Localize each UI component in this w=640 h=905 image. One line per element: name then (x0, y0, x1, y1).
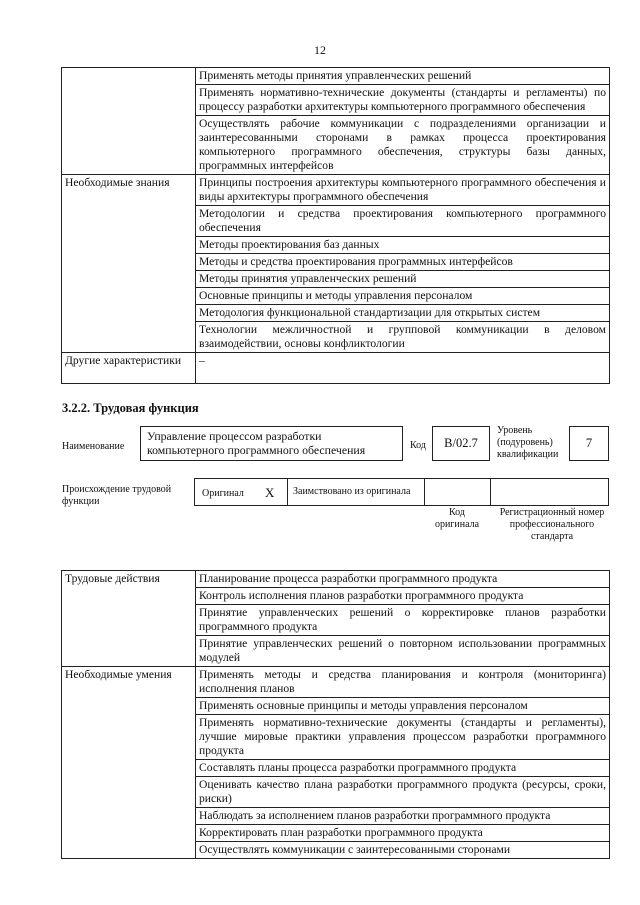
knowledge-item: Технологии межличностной и групповой коммуникации в деловом взаимодействии, основы конфликтологии (196, 322, 610, 353)
other-label: Другие характеристики (62, 353, 196, 384)
function-code-box (432, 426, 490, 461)
skill-item: Применять нормативно-технические документы (стандарты и регламенты), лучшие мировые практики управления процессом разработки программного продукта (196, 715, 610, 760)
original-box (194, 478, 288, 506)
skill-item: Корректировать план разработки программного продукта (196, 825, 610, 842)
table-function-details (61, 570, 610, 859)
skill-item: Применять методы принятия управленческих решений (196, 68, 610, 85)
skill-item: Оценивать качество плана разработки программного продукта (ресурсы, сроки, риски) (196, 777, 610, 808)
function-name: Управление процессом разработки компьютерного программного обеспечения (147, 429, 366, 457)
continued-label-cell (62, 68, 196, 175)
skill-item: Применять методы и средства планирования и контроля (мониторинга) исполнения планов (196, 667, 610, 698)
skill-item: Наблюдать за исполнением планов разработки программного продукта (196, 808, 610, 825)
level-value: 7 (585, 436, 593, 450)
skills-label: Необходимые умения (62, 667, 196, 859)
section-title: 3.2.2. Трудовая функция (62, 401, 199, 415)
code-label: Код (410, 440, 426, 451)
action-item: Контроль исполнения планов разработки программного продукта (196, 588, 610, 605)
knowledge-item: Методология функциональной стандартизации для открытых систем (196, 305, 610, 322)
borrowed-box (287, 478, 425, 506)
function-code: B/02.7 (444, 436, 478, 450)
knowledge-item: Принципы построения архитектуры компьютерного программного обеспечения и виды архитектуры программного обеспечения (196, 175, 610, 206)
knowledge-item: Методы принятия управленческих решений (196, 271, 610, 288)
action-item: Принятие управленческих решений о повторном использовании программных модулей (196, 636, 610, 667)
registration-caption: Регистрационный номер профессионального стандарта (499, 507, 605, 542)
name-label: Наименование (62, 441, 125, 452)
origin-code-box (424, 478, 491, 506)
table-row (62, 353, 610, 384)
page-number: 12 (314, 43, 326, 57)
knowledge-item: Методологии и средства проектирования компьютерного программного обеспечения (196, 206, 610, 237)
action-item: Принятие управленческих решений о корректировке планов разработки программного продукта (196, 605, 610, 636)
original-label: Оригинал (202, 488, 244, 499)
other-value: – (196, 353, 610, 384)
knowledge-item: Методы проектирования баз данных (196, 237, 610, 254)
skill-item: Осуществлять коммуникации с заинтересованными сторонами (196, 842, 610, 859)
skill-item: Составлять планы процесса разработки программного продукта (196, 760, 610, 777)
table-row (62, 571, 610, 588)
knowledge-item: Методы и средства проектирования программных интерфейсов (196, 254, 610, 271)
level-label: Уровень (подуровень) квалификации (497, 425, 559, 460)
code-caption: Код оригинала (434, 507, 480, 530)
original-mark: X (265, 485, 275, 500)
skill-item: Осуществлять рабочие коммуникации с подразделениями организации и заинтересованными сторонами в рамках процесса проектирования компьютерного программного обеспечения, структуры базы данных, программных интерфейсов (196, 116, 610, 175)
knowledge-label: Необходимые знания (62, 175, 196, 353)
action-item: Планирование процесса разработки программного продукта (196, 571, 610, 588)
origin-label: Происхождение трудовой функции (62, 484, 172, 507)
function-name-box (140, 426, 403, 461)
actions-label: Трудовые действия (62, 571, 196, 667)
skill-item: Применять основные принципы и методы управления персоналом (196, 698, 610, 715)
knowledge-item: Основные принципы и методы управления персоналом (196, 288, 610, 305)
table-row (62, 68, 610, 85)
table-row (62, 667, 610, 698)
table-continued (61, 67, 610, 384)
registration-box (490, 478, 609, 506)
skill-item: Применять нормативно-технические документы (стандарты и регламенты) по процессу разработки архитектуры компьютерного программного обеспечения (196, 85, 610, 116)
level-box (569, 426, 609, 461)
table-row (62, 175, 610, 206)
borrowed-label: Заимствовано из оригинала (293, 486, 411, 497)
